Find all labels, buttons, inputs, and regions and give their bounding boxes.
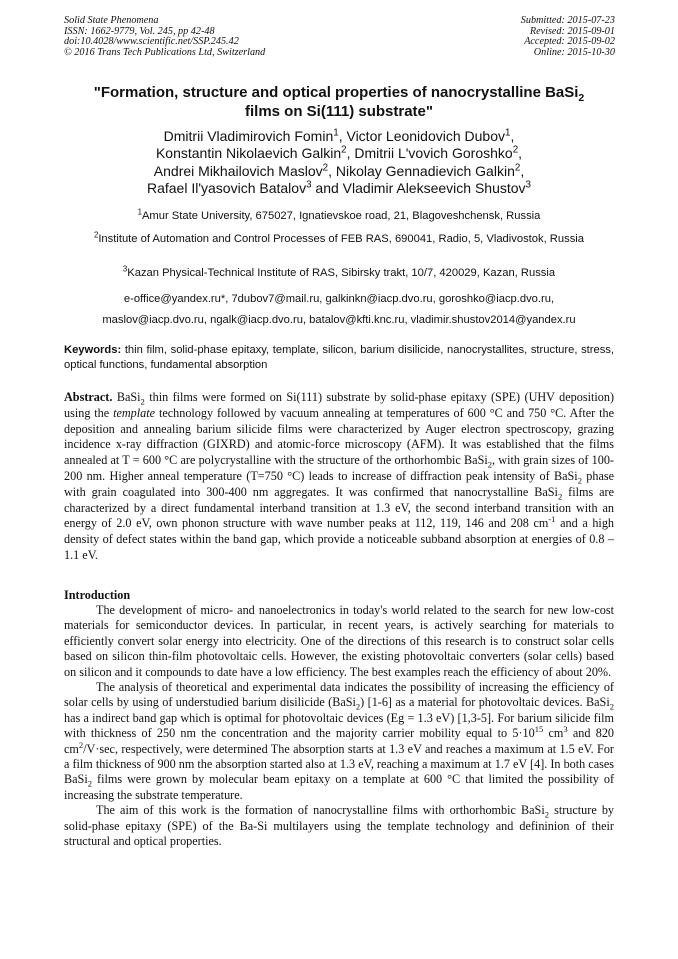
keywords <box>64 343 614 373</box>
author: Andrei Mikhailovich Maslov <box>153 162 323 179</box>
title-sub: 2 <box>578 92 585 104</box>
author: Nikolay Gennadievich Galkin <box>335 162 515 179</box>
doi: doi:10.4028/www.scientific.net/SSP.245.42 <box>64 36 239 47</box>
paragraph: The analysis of theoretical and experimental data indicates the possibility of increasing the efficiency of solar cells by using of understudied barium disilicide (BaSi$_2$) [1-6] as a material for photovoltaic devices. BaSi$_2$ has a indirect band gap which is optimal for photovoltaic devices (Eg = 1.3 eV) [1,3-5]. For barium silicide film with thickness of 250 nm the concentration and the majority carrier mobility equal to $5\cdot 10^{15}$ $cm^3$ and 820 $cm^2/V\cdot\sec$, respectively, were determined The absorption starts at 1.3 eV and reaches a maximum at 1.5 eV. For a film thickness of 900 nm the absorption started also at 1.3 eV, reaching a maximum at 1.7 eV [4]. In both cases BaSi$_2$ films were grown by molecular beam epitaxy on a template at 600 °C that limited the possibility of increasing the substrate temperature. <box>64 680 615 802</box>
affiliation: $^3$Kazan Physical-Technical Institute of RAS, Sibirsky trakt, 10/7, 420029, Kazan, Russia <box>122 264 556 279</box>
issn: ISSN: 1662-9779, Vol. 245, pp 42-48 <box>64 25 215 37</box>
author: Dmitrii Vladimirovich Fomin <box>163 128 334 144</box>
author: Konstantin Nikolaevich Galkin <box>155 145 342 162</box>
online-date: Online: 2015-10-30 <box>533 46 615 58</box>
paragraph: The aim of this work is the formation of nanocrystalline films with orthorhombic BaSi$_2$ structure by solid-phase epitaxy (SPE) of the Ba-Si multilayers using the template technology and defininion of their structural and optical properties. <box>64 803 615 849</box>
keywords-text: thin film, solid-phase epitaxy, template, silicon, barium disilicide, nanocrystallites, structure, stress, optical functions, fundamental absorption <box>64 344 615 371</box>
email-line[interactable]: maslov@iacp.dvo.ru, ngalk@iacp.dvo.ru, batalov@kfti.knc.ru, vladimir.shustov2014@yandex.ru <box>102 314 576 326</box>
revised-date: Revised: 2015-09-01 <box>529 25 615 37</box>
keywords-label: Keywords: <box>64 344 122 356</box>
email-line[interactable]: e-office@yandex.ru*, 7dubov7@mail.ru, galkinkn@iacp.dvo.ru, goroshko@iacp.dvo.ru, <box>123 293 555 305</box>
journal-header <box>64 16 265 58</box>
email-list <box>60 289 618 331</box>
author: Vladimir Alekseevich Shustov <box>342 180 526 197</box>
accepted-date: Accepted: 2015-09-02 <box>524 36 615 47</box>
author: Rafael Il'yasovich Batalov <box>146 180 307 197</box>
author: Victor Leonidovich Dubov <box>346 128 505 144</box>
abstract: Abstract. BaSi$_2$ thin films were formed on Si(111) substrate by solid-phase epitaxy (SPE) (UHV deposition) using the template technology followed by vacuum annealing at temperatures of 600 °C and 750 °C. After the deposition and annealing barium silicide films were characterized by Auger electron spectroscopy, grazing incidence x-ray diffraction (GIXRD) and atomic-force microscopy (AFM). It was established that the films annealed at T = 600 °C are polycrystalline with the structure of the orthorhombic BaSi$_2$, with grain sizes of 100-200 nm. Higher anneal temperature (T=750 °C) leads to increase of diffraction peak intensity of BaSi$_2$ phase with grain coagulated into 300-400 nm aggregates. It was confirmed that nanocrystalline BaSi$_2$ films are characterized by a direct fundamental interband transition at 1.3 eV, the second interband transition with an energy of 2.0 eV, own phonon structure with wave number peaks at 112, 119, 146 and 208 $cm^{-1}$ and a high density of defect states within the band gap, which provide a noticeable subband absorption at energies of 0.8 – 1.1 eV. <box>64 390 615 562</box>
affiliation: $^1$Amur State University, 675027, Ignatievskoe road, 21, Blagoveshchensk, Russia <box>137 207 541 222</box>
title-part-1: "Formation, structure and optical properties of nanocrystalline BaSi <box>93 84 579 101</box>
submitted-date: Submitted: 2015-07-23 <box>520 15 615 26</box>
abstract-label: Abstract. <box>64 390 113 404</box>
title-part-2: films on Si(111) substrate" <box>244 103 433 120</box>
paper-title <box>60 83 618 121</box>
copyright: © 2016 Trans Tech Publications Ltd, Switzerland <box>64 46 266 58</box>
introduction-heading: Introduction <box>64 588 131 602</box>
dates-header <box>521 16 615 58</box>
template-emphasis: template <box>113 405 156 420</box>
journal-name: Solid State Phenomena <box>64 15 159 26</box>
introduction-body <box>64 603 614 850</box>
author-list: Dmitrii Vladimirovich Fomin$^1$, Victor Leonidovich Dubov$^1$, Konstantin Nikolaevich Galkin$^2$, Dmitrii L'vovich Goroshko$^2$, Andrei Mikhailovich Maslov$^2$, Nikolay Gennadievich Galkin$^2$, Rafael Il'yasovich Batalov$^3$ and Vladimir Alekseevich Shustov$^3$ <box>146 127 531 197</box>
paragraph: The development of micro- and nanoelectronics in today's world related to the search for new low-cost materials for semiconductor devices. In particular, in recent years, is actively searching for materials to efficiently convert solar energy into electricity. One of the directions of this research is to construct solar cells based on silicon thin-film photovoltaic cells. However, the existing photovoltaic converters (solar cells) based on silicon and it compounds to date have a low efficiency. The best examples reach the efficiency of about 20%. <box>64 603 614 679</box>
affiliation: $^2$Institute of Automation and Control Processes of FEB RAS, 690041, Radio, 5, Vladivostok, Russia <box>93 230 585 245</box>
author: Dmitrii L'vovich Goroshko <box>354 145 513 162</box>
